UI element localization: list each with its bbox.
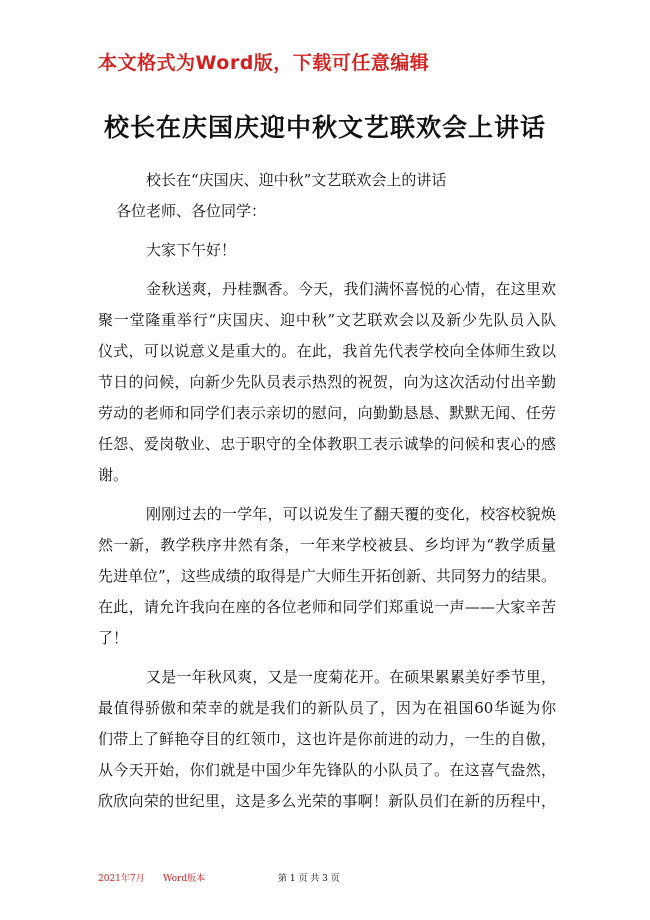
document-title: 校长在庆国庆迎中秋文艺联欢会上讲话 <box>103 113 546 142</box>
text-line: 们带上了鲜艳夺目的红领巾，这也许是你前进的动力，一生的自傲， <box>98 730 556 748</box>
text-line: 从今天开始，你们就是中国少年先锋队的小队员了。在这喜气盎然， <box>98 761 556 779</box>
footer-page-number: 第 1 页 共 3 页 <box>278 874 340 884</box>
footer-date: 2021年7月 <box>98 874 145 884</box>
speech-subtitle: 校长在“庆国庆、迎中秋”文艺联欢会上的讲话 <box>146 171 447 189</box>
paragraph-3 <box>98 662 556 817</box>
salutation: 各位老师、各位同学： <box>116 202 267 220</box>
footer-version: Word版本 <box>163 874 206 884</box>
text-line: 欣欣向荣的世纪里，这是多么光荣的事啊！新队员们在新的历程中， <box>98 792 556 810</box>
text-line: 在此，请允许我向在座的各位老师和同学们郑重说一声——大家辛苦 <box>98 598 556 616</box>
paragraph-2 <box>98 499 556 654</box>
text-line: 先进单位”，这些成绩的取得是广大师生开拓创新、共同努力的结果。 <box>98 567 556 585</box>
text-line: 金秋送爽，丹桂飘香。今天，我们满怀喜悦的心情，在这里欢 <box>146 280 556 298</box>
text-line: 聚一堂隆重举行“庆国庆、迎中秋”文艺联欢会以及新少先队员入队 <box>98 311 556 329</box>
text-line: 然一新，教学秩序井然有条，一年来学校被县、乡均评为“教学质量 <box>98 536 556 554</box>
text-line: 劳动的老师和同学们表示亲切的慰问，向勤勤恳恳、默默无闻、任劳 <box>98 404 556 422</box>
text-line: 谢。 <box>98 466 129 484</box>
document-body <box>98 165 556 817</box>
text-line: 又是一年秋风爽，又是一度菊花开。在硕果累累美好季节里， <box>146 668 556 686</box>
greeting: 大家下午好！ <box>146 241 237 259</box>
text-line: 刚刚过去的一学年，可以说发生了翻天覆的变化，校容校貌焕 <box>146 505 556 523</box>
text-line: 了！ <box>98 629 129 647</box>
paragraph-1 <box>98 274 556 491</box>
text-line: 任怨、爱岗敬业、忠于职守的全体教职工表示诚挚的问候和衷心的感 <box>98 435 556 453</box>
text-line: 最值得骄傲和荣幸的就是我们的新队员了，因为在祖国60华诞为你 <box>98 699 556 717</box>
text-line: 节日的问候，向新少先队员表示热烈的祝贺，向为这次活动付出辛勤 <box>98 373 556 391</box>
download-banner: 本文格式为Word版，下载可任意编辑 <box>98 52 430 74</box>
text-line: 仪式，可以说意义是重大的。在此，我首先代表学校向全体师生致以 <box>98 342 556 360</box>
